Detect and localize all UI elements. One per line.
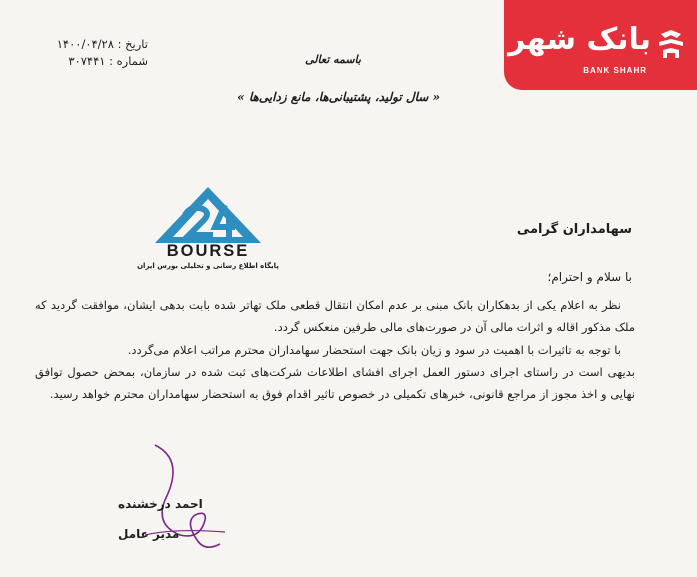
bourse-word: BOURSE xyxy=(166,242,250,260)
number-value: ۳۰۷۴۴۱ xyxy=(68,54,106,68)
bank-name-fa: بانک شهر xyxy=(508,22,651,57)
bank-emblem-icon xyxy=(657,30,685,60)
paragraph-3: بدیهی است در راستای اجرای دستور العمل اجرای افشای اطلاعات شرکت‌های ثبت شده در سازمان، بمحض حصول توافق نهایی و اخذ مجوز از مراجع قانونی، خبرهای تکمیلی در خصوص تاثیر اقدام فوق به استحضار سهامداران محترم خواهد رسید. xyxy=(35,364,635,402)
salutation: سهامداران گرامی xyxy=(516,222,632,237)
letter-body xyxy=(35,294,635,405)
signer-name: احمد درخشنده xyxy=(118,497,203,511)
bourse-emblem-icon xyxy=(133,185,283,245)
greeting: با سلام و احترام؛ xyxy=(547,270,632,284)
year-motto: « سال تولید، پشتیبانی‌ها، مانع زدایی‌ها » xyxy=(237,90,440,104)
paragraph-2: با توجه به تاثیرات با اهمیت در سود و زیان بانک جهت استحضار سهامداران محترم مراتب اعلام می‌گردد. xyxy=(127,342,621,357)
signer-title: مدیر عامل xyxy=(118,527,180,541)
date-value: ۱۴۰۰/۰۴/۲۸ xyxy=(56,37,114,51)
bourse-logo xyxy=(133,185,283,275)
bank-logo xyxy=(504,0,697,90)
basmala: باسمه تعالی xyxy=(305,53,361,66)
date-row xyxy=(38,36,148,53)
letter-meta xyxy=(38,36,148,70)
number-label: شماره : xyxy=(109,54,148,68)
paragraph-1: نظر به اعلام یکی از بدهکاران بانک مبنی بر عدم امکان انتقال قطعی ملک تهاتر شده بابت بدهی ایشان، موافقت گردید که ملک مذکور اقاله و اثرات مالی آن در صورت‌های مالی طرفین منعکس گردد. xyxy=(35,298,635,335)
number-row xyxy=(38,53,148,70)
bank-name-en: BANK SHAHR xyxy=(583,66,647,75)
date-label: تاریخ : xyxy=(117,37,148,51)
bourse-subtitle: پایگاه اطلاع رسانی و تحلیلی بورس ایران xyxy=(137,262,279,270)
